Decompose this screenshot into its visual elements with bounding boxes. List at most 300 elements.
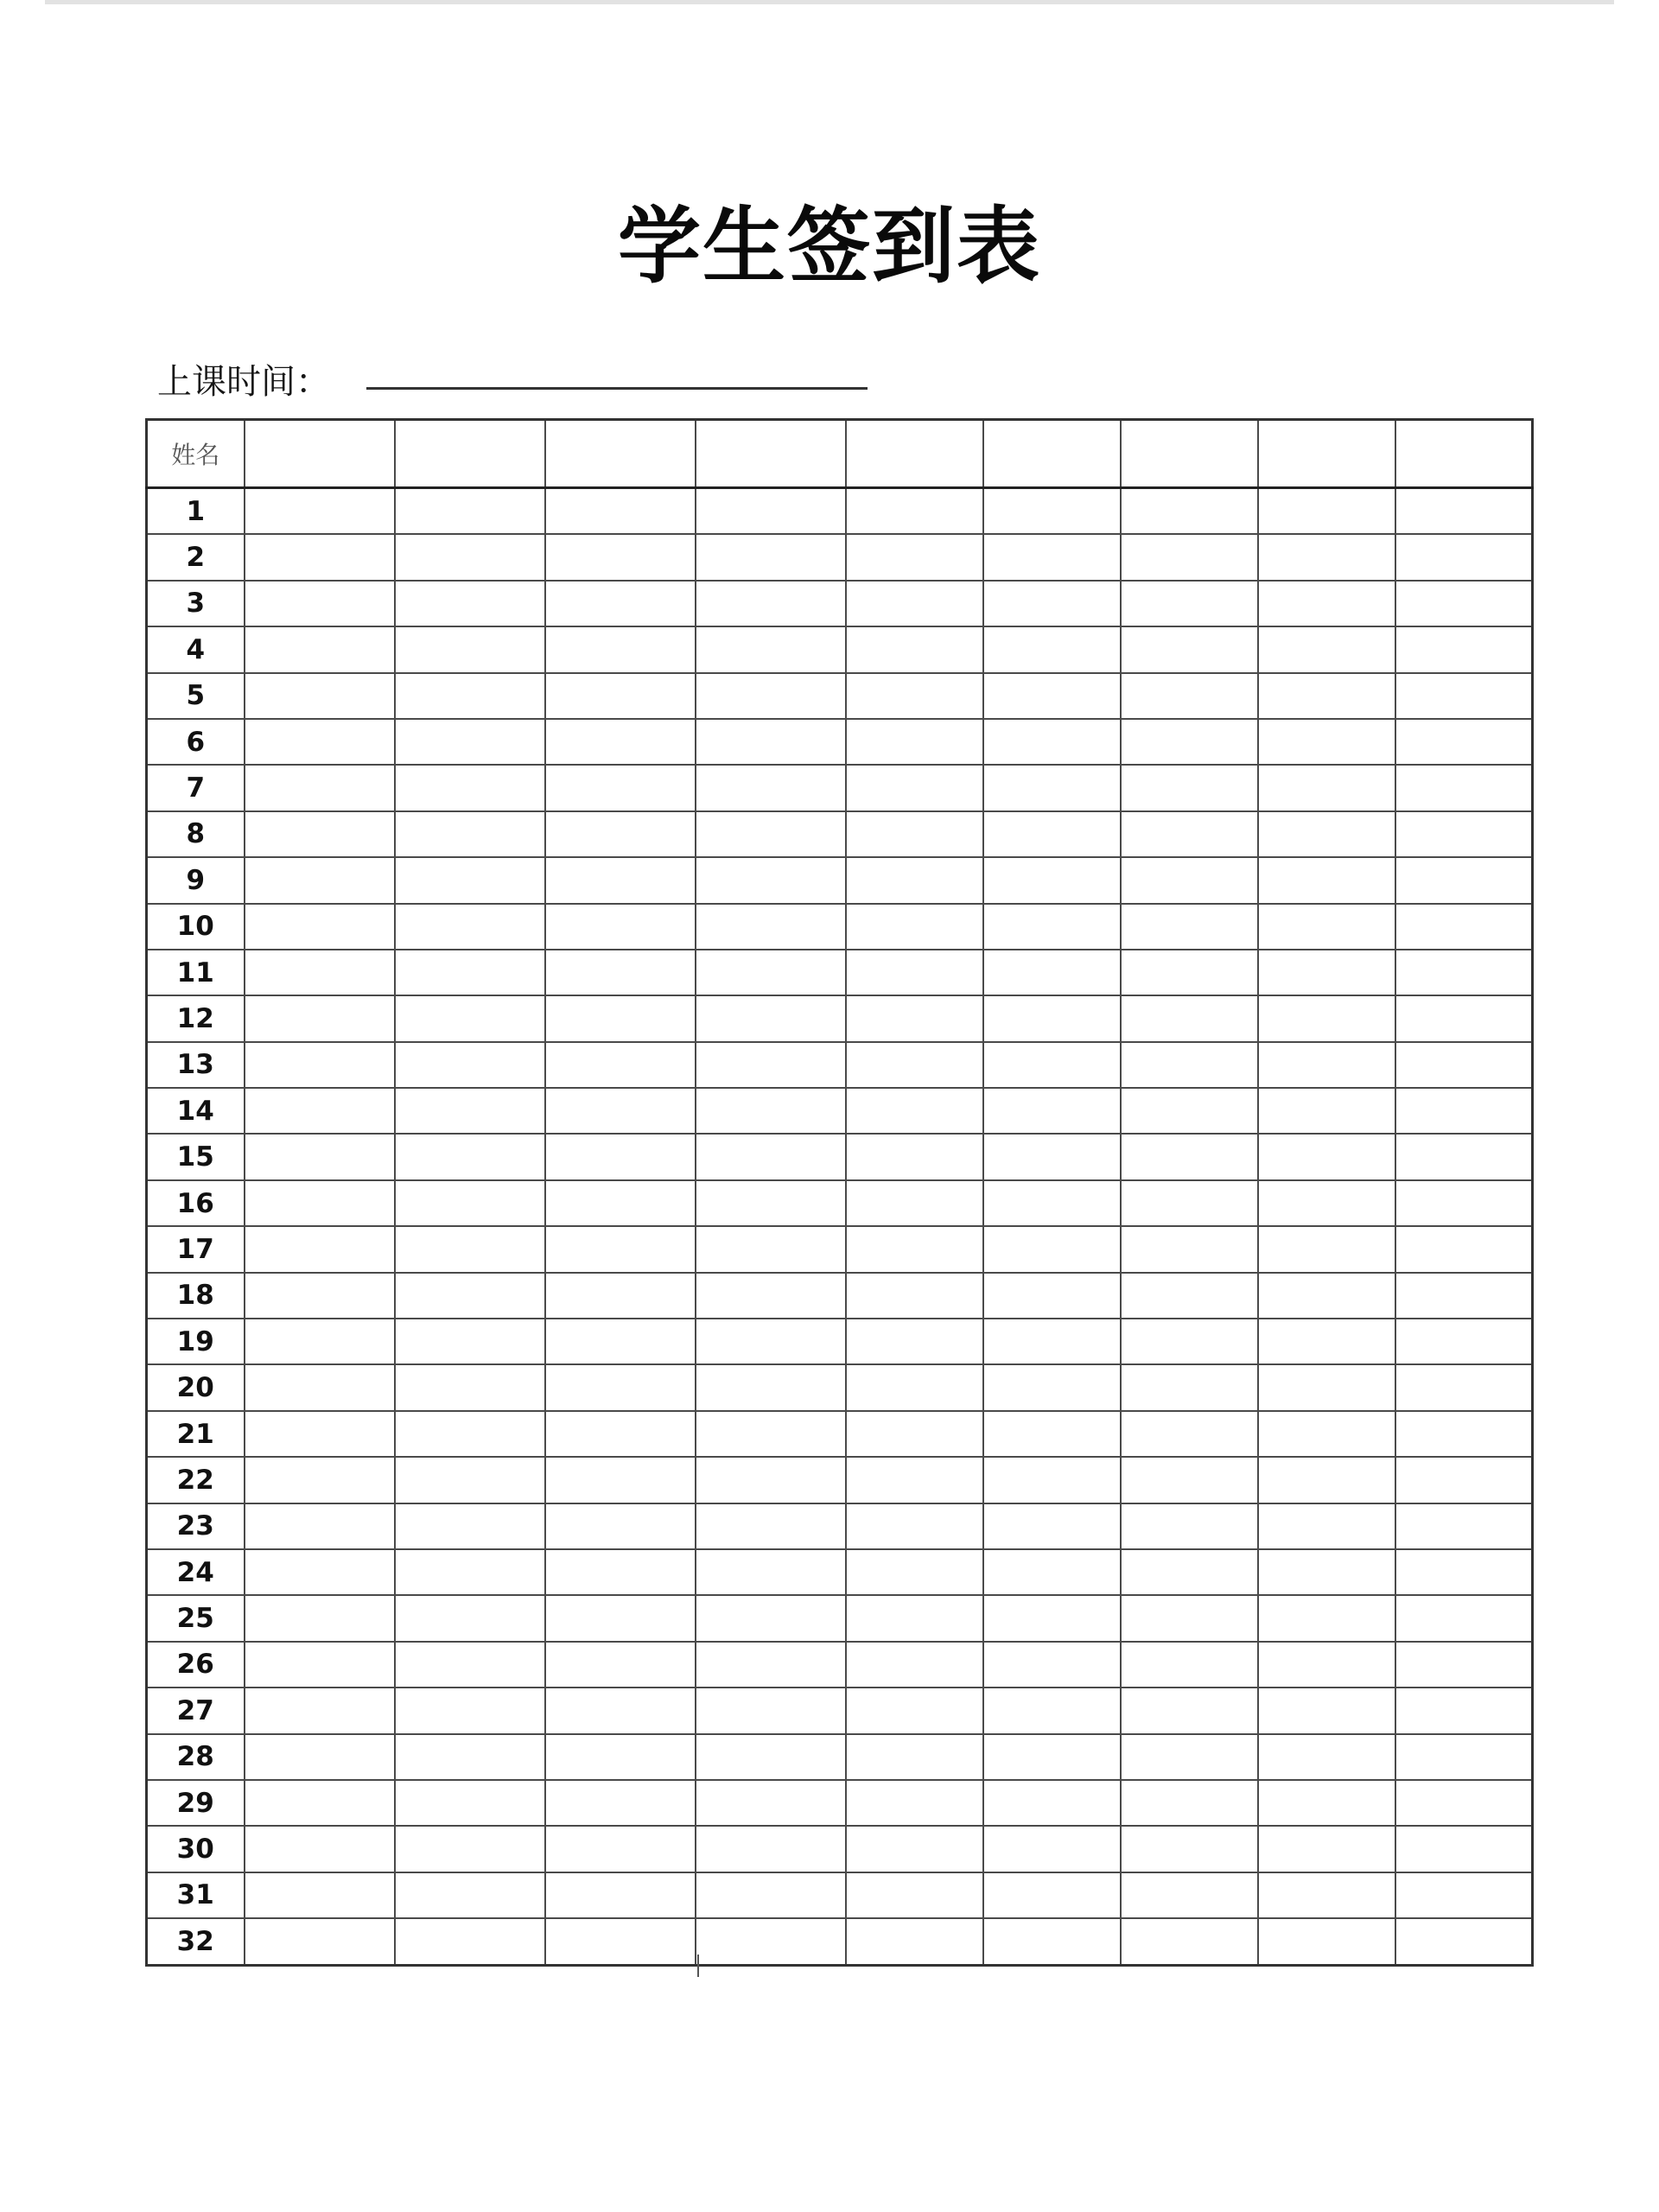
sign-in-cell[interactable] — [1395, 1503, 1533, 1549]
sign-in-cell[interactable] — [983, 811, 1121, 857]
sign-in-cell[interactable] — [545, 1734, 696, 1780]
sign-in-cell[interactable] — [983, 950, 1121, 995]
sign-in-cell[interactable] — [696, 904, 846, 950]
sign-in-cell[interactable] — [545, 626, 696, 672]
sign-in-cell[interactable] — [846, 904, 983, 950]
sign-in-cell[interactable] — [545, 1088, 696, 1134]
sign-in-cell[interactable] — [1395, 1180, 1533, 1226]
sign-in-cell[interactable] — [1258, 626, 1395, 672]
sign-in-cell[interactable] — [696, 1503, 846, 1549]
sign-in-cell[interactable] — [846, 1457, 983, 1503]
sign-in-cell[interactable] — [245, 1042, 395, 1088]
sign-in-cell[interactable] — [395, 1180, 545, 1226]
sign-in-cell[interactable] — [545, 1319, 696, 1364]
sign-in-cell[interactable] — [1258, 534, 1395, 580]
sign-in-cell[interactable] — [245, 1826, 395, 1872]
sign-in-cell[interactable] — [696, 1688, 846, 1733]
sign-in-cell[interactable] — [395, 1595, 545, 1641]
sign-in-cell[interactable] — [846, 1273, 983, 1319]
sign-in-cell[interactable] — [696, 534, 846, 580]
sign-in-cell[interactable] — [846, 626, 983, 672]
sign-in-cell[interactable] — [846, 1872, 983, 1918]
sign-in-cell[interactable] — [696, 1088, 846, 1134]
sign-in-cell[interactable] — [395, 1226, 545, 1272]
sign-in-cell[interactable] — [395, 1549, 545, 1595]
sign-in-cell[interactable] — [1395, 1457, 1533, 1503]
sign-in-cell[interactable] — [245, 1734, 395, 1780]
sign-in-cell[interactable] — [545, 1226, 696, 1272]
sign-in-cell[interactable] — [983, 1872, 1121, 1918]
sign-in-cell[interactable] — [846, 1226, 983, 1272]
sign-in-cell[interactable] — [846, 1734, 983, 1780]
sign-in-cell[interactable] — [846, 1688, 983, 1733]
sign-in-cell[interactable] — [846, 488, 983, 535]
sign-in-cell[interactable] — [846, 1595, 983, 1641]
sign-in-cell[interactable] — [395, 1088, 545, 1134]
sign-in-cell[interactable] — [696, 1134, 846, 1179]
sign-in-cell[interactable] — [1258, 1826, 1395, 1872]
sign-in-cell[interactable] — [1395, 904, 1533, 950]
sign-in-cell[interactable] — [395, 904, 545, 950]
sign-in-cell[interactable] — [846, 1503, 983, 1549]
sign-in-cell[interactable] — [696, 673, 846, 719]
sign-in-cell[interactable] — [1395, 1273, 1533, 1319]
sign-in-cell[interactable] — [1258, 581, 1395, 626]
sign-in-cell[interactable] — [395, 857, 545, 903]
sign-in-cell[interactable] — [846, 1826, 983, 1872]
sign-in-cell[interactable] — [245, 1642, 395, 1688]
sign-in-cell[interactable] — [545, 719, 696, 765]
sign-in-cell[interactable] — [1121, 1088, 1258, 1134]
sign-in-cell[interactable] — [1395, 1549, 1533, 1595]
sign-in-cell[interactable] — [545, 1042, 696, 1088]
sign-in-cell[interactable] — [545, 1180, 696, 1226]
sign-in-cell[interactable] — [395, 1273, 545, 1319]
sign-in-cell[interactable] — [846, 581, 983, 626]
sign-in-cell[interactable] — [696, 1180, 846, 1226]
sign-in-cell[interactable] — [983, 1595, 1121, 1641]
sign-in-cell[interactable] — [1121, 1918, 1258, 1965]
sign-in-cell[interactable] — [696, 811, 846, 857]
sign-in-cell[interactable] — [545, 995, 696, 1041]
sign-in-cell[interactable] — [1121, 1826, 1258, 1872]
sign-in-cell[interactable] — [395, 1319, 545, 1364]
sign-in-cell[interactable] — [983, 1411, 1121, 1457]
sign-in-cell[interactable] — [245, 626, 395, 672]
sign-in-cell[interactable] — [983, 1180, 1121, 1226]
sign-in-cell[interactable] — [983, 1364, 1121, 1410]
sign-in-cell[interactable] — [1121, 1134, 1258, 1179]
sign-in-cell[interactable] — [395, 950, 545, 995]
sign-in-cell[interactable] — [696, 581, 846, 626]
sign-in-cell[interactable] — [846, 1319, 983, 1364]
header-blank-cell[interactable] — [245, 420, 395, 488]
header-blank-cell[interactable] — [1121, 420, 1258, 488]
sign-in-cell[interactable] — [1395, 1826, 1533, 1872]
sign-in-cell[interactable] — [395, 1042, 545, 1088]
sign-in-cell[interactable] — [245, 995, 395, 1041]
sign-in-cell[interactable] — [395, 1826, 545, 1872]
sign-in-cell[interactable] — [1121, 1872, 1258, 1918]
sign-in-cell[interactable] — [1395, 1134, 1533, 1179]
sign-in-cell[interactable] — [1258, 1549, 1395, 1595]
sign-in-cell[interactable] — [545, 857, 696, 903]
sign-in-cell[interactable] — [983, 995, 1121, 1041]
sign-in-cell[interactable] — [545, 1457, 696, 1503]
sign-in-cell[interactable] — [983, 534, 1121, 580]
sign-in-cell[interactable] — [983, 581, 1121, 626]
sign-in-cell[interactable] — [1121, 1688, 1258, 1733]
sign-in-cell[interactable] — [395, 1872, 545, 1918]
sign-in-cell[interactable] — [395, 995, 545, 1041]
sign-in-cell[interactable] — [545, 1364, 696, 1410]
header-blank-cell[interactable] — [846, 420, 983, 488]
sign-in-cell[interactable] — [1395, 995, 1533, 1041]
sign-in-cell[interactable] — [846, 719, 983, 765]
sign-in-cell[interactable] — [1395, 1226, 1533, 1272]
sign-in-cell[interactable] — [1258, 1595, 1395, 1641]
row-number-cell — [147, 950, 245, 995]
sign-in-cell[interactable] — [545, 1549, 696, 1595]
sign-in-cell[interactable] — [545, 765, 696, 810]
sign-in-cell[interactable] — [983, 1319, 1121, 1364]
sign-in-cell[interactable] — [245, 534, 395, 580]
sign-in-cell[interactable] — [1258, 1088, 1395, 1134]
sign-in-cell[interactable] — [545, 1273, 696, 1319]
sign-in-cell[interactable] — [983, 673, 1121, 719]
sign-in-cell[interactable] — [846, 811, 983, 857]
sign-in-cell[interactable] — [983, 1688, 1121, 1733]
sign-in-cell[interactable] — [696, 1411, 846, 1457]
sign-in-cell[interactable] — [1395, 1642, 1533, 1688]
sign-in-cell[interactable] — [1395, 1734, 1533, 1780]
sign-in-cell[interactable] — [846, 950, 983, 995]
sign-in-cell[interactable] — [395, 1503, 545, 1549]
sign-in-cell[interactable] — [545, 950, 696, 995]
sign-in-cell[interactable] — [983, 488, 1121, 535]
sign-in-cell[interactable] — [696, 1642, 846, 1688]
sign-in-cell[interactable] — [1395, 950, 1533, 995]
sign-in-cell[interactable] — [1395, 534, 1533, 580]
sign-in-cell[interactable] — [1258, 811, 1395, 857]
sign-in-cell[interactable] — [1395, 1595, 1533, 1641]
sign-in-cell[interactable] — [395, 1688, 545, 1733]
sign-in-cell[interactable] — [395, 765, 545, 810]
sign-in-cell[interactable] — [983, 857, 1121, 903]
sign-in-cell[interactable] — [696, 765, 846, 810]
sign-in-cell[interactable] — [245, 673, 395, 719]
sign-in-cell[interactable] — [1121, 1042, 1258, 1088]
sign-in-cell[interactable] — [1395, 765, 1533, 810]
sign-in-cell[interactable] — [696, 950, 846, 995]
sign-in-cell[interactable] — [1258, 488, 1395, 535]
sign-in-cell[interactable] — [846, 1918, 983, 1965]
sign-in-cell[interactable] — [1258, 1872, 1395, 1918]
sign-in-cell[interactable] — [983, 1134, 1121, 1179]
sign-in-cell[interactable] — [245, 1688, 395, 1733]
class-time-field[interactable] — [366, 387, 868, 390]
sign-in-cell[interactable] — [696, 995, 846, 1041]
sign-in-cell[interactable] — [1121, 1549, 1258, 1595]
sign-in-cell[interactable] — [1395, 581, 1533, 626]
sign-in-cell[interactable] — [1395, 1411, 1533, 1457]
sign-in-cell[interactable] — [245, 719, 395, 765]
sign-in-cell[interactable] — [983, 1503, 1121, 1549]
sign-in-cell[interactable] — [1121, 1364, 1258, 1410]
sign-in-cell[interactable] — [245, 488, 395, 535]
sign-in-cell[interactable] — [846, 1042, 983, 1088]
header-blank-cell[interactable] — [983, 420, 1121, 488]
sign-in-cell[interactable] — [696, 1273, 846, 1319]
sign-in-cell[interactable] — [1395, 488, 1533, 535]
sign-in-cell[interactable] — [983, 1642, 1121, 1688]
sign-in-cell[interactable] — [245, 1457, 395, 1503]
sign-in-cell[interactable] — [395, 534, 545, 580]
sign-in-cell[interactable] — [1121, 488, 1258, 535]
sign-in-cell[interactable] — [1395, 626, 1533, 672]
sign-in-cell[interactable] — [1258, 1042, 1395, 1088]
sign-in-cell[interactable] — [1395, 1918, 1533, 1965]
sign-in-cell[interactable] — [1395, 811, 1533, 857]
sign-in-cell[interactable] — [1121, 857, 1258, 903]
sign-in-cell[interactable] — [1121, 1319, 1258, 1364]
sign-in-cell[interactable] — [983, 1088, 1121, 1134]
sign-in-cell[interactable] — [1121, 1503, 1258, 1549]
header-blank-cell[interactable] — [696, 420, 846, 488]
sign-in-cell[interactable] — [846, 1642, 983, 1688]
sign-in-cell[interactable] — [245, 581, 395, 626]
sign-in-cell[interactable] — [1121, 1642, 1258, 1688]
sign-in-cell[interactable] — [245, 811, 395, 857]
sign-in-cell[interactable] — [1258, 995, 1395, 1041]
sign-in-cell[interactable] — [1258, 1226, 1395, 1272]
sign-in-cell[interactable] — [545, 581, 696, 626]
sign-in-cell[interactable] — [1258, 1364, 1395, 1410]
sign-in-cell[interactable] — [395, 1734, 545, 1780]
sign-in-cell[interactable] — [846, 1780, 983, 1826]
sign-in-cell[interactable] — [696, 1457, 846, 1503]
sign-in-cell[interactable] — [545, 1411, 696, 1457]
sign-in-cell[interactable] — [696, 1364, 846, 1410]
sign-in-cell[interactable] — [545, 1134, 696, 1179]
sign-in-cell[interactable] — [1258, 1780, 1395, 1826]
sign-in-cell[interactable] — [983, 1918, 1121, 1965]
sign-in-cell[interactable] — [1121, 1734, 1258, 1780]
sign-in-cell[interactable] — [245, 765, 395, 810]
sign-in-cell[interactable] — [245, 857, 395, 903]
sign-in-cell[interactable] — [245, 904, 395, 950]
sign-in-cell[interactable] — [983, 719, 1121, 765]
sign-in-cell[interactable] — [395, 488, 545, 535]
sign-in-cell[interactable] — [1121, 719, 1258, 765]
sign-in-cell[interactable] — [245, 1595, 395, 1641]
sign-in-cell[interactable] — [696, 1780, 846, 1826]
sign-in-cell[interactable] — [696, 1319, 846, 1364]
sign-in-cell[interactable] — [846, 1411, 983, 1457]
sign-in-cell[interactable] — [245, 1319, 395, 1364]
sign-in-cell[interactable] — [1258, 1457, 1395, 1503]
sign-in-cell[interactable] — [696, 626, 846, 672]
sign-in-cell[interactable] — [245, 1411, 395, 1457]
sign-in-cell[interactable] — [245, 1180, 395, 1226]
sign-in-cell[interactable] — [1395, 673, 1533, 719]
sign-in-cell[interactable] — [395, 581, 545, 626]
sign-in-cell[interactable] — [696, 1734, 846, 1780]
sign-in-cell[interactable] — [696, 1918, 846, 1965]
sign-in-cell[interactable] — [846, 534, 983, 580]
sign-in-cell[interactable] — [545, 1780, 696, 1826]
sign-in-cell[interactable] — [395, 626, 545, 672]
sign-in-cell[interactable] — [696, 488, 846, 535]
sign-in-cell[interactable] — [1395, 1319, 1533, 1364]
sign-in-cell[interactable] — [1121, 1780, 1258, 1826]
sign-in-cell[interactable] — [1258, 1319, 1395, 1364]
sign-in-cell[interactable] — [1121, 581, 1258, 626]
sign-in-cell[interactable] — [983, 1826, 1121, 1872]
sign-in-cell[interactable] — [983, 626, 1121, 672]
sign-in-cell[interactable] — [395, 1364, 545, 1410]
sign-in-cell[interactable] — [395, 1918, 545, 1965]
sign-in-cell[interactable] — [245, 1549, 395, 1595]
sign-in-cell[interactable] — [1121, 673, 1258, 719]
sign-in-cell[interactable] — [395, 673, 545, 719]
sign-in-cell[interactable] — [545, 534, 696, 580]
sign-in-cell[interactable] — [846, 765, 983, 810]
sign-in-cell[interactable] — [846, 1180, 983, 1226]
sign-in-cell[interactable] — [245, 1364, 395, 1410]
sign-in-cell[interactable] — [1121, 534, 1258, 580]
sign-in-cell[interactable] — [983, 765, 1121, 810]
header-blank-cell[interactable] — [395, 420, 545, 488]
sign-in-cell[interactable] — [245, 1088, 395, 1134]
sign-in-cell[interactable] — [696, 719, 846, 765]
sign-in-cell[interactable] — [545, 1688, 696, 1733]
sign-in-cell[interactable] — [1121, 1180, 1258, 1226]
sign-in-cell[interactable] — [1395, 1364, 1533, 1410]
sign-in-cell[interactable] — [1258, 1180, 1395, 1226]
sign-in-cell[interactable] — [245, 1918, 395, 1965]
sign-in-cell[interactable] — [1395, 1042, 1533, 1088]
sign-in-cell[interactable] — [1121, 950, 1258, 995]
table-row — [147, 534, 1533, 580]
sign-in-cell[interactable] — [1121, 1273, 1258, 1319]
sign-in-cell[interactable] — [395, 1134, 545, 1179]
sign-in-cell[interactable] — [1395, 1088, 1533, 1134]
sign-in-cell[interactable] — [983, 1549, 1121, 1595]
sign-in-cell[interactable] — [245, 1226, 395, 1272]
sign-in-cell[interactable] — [1258, 904, 1395, 950]
sign-in-cell[interactable] — [1395, 1688, 1533, 1733]
sign-in-cell[interactable] — [1258, 1411, 1395, 1457]
sign-in-cell[interactable] — [245, 1503, 395, 1549]
sign-in-cell[interactable] — [846, 1364, 983, 1410]
sign-in-cell[interactable] — [1258, 1503, 1395, 1549]
sign-in-cell[interactable] — [1258, 1734, 1395, 1780]
sign-in-cell[interactable] — [696, 1042, 846, 1088]
sign-in-cell[interactable] — [395, 1780, 545, 1826]
sign-in-cell[interactable] — [245, 1134, 395, 1179]
sign-in-cell[interactable] — [245, 1273, 395, 1319]
sign-in-cell[interactable] — [395, 719, 545, 765]
sign-in-cell[interactable] — [983, 1734, 1121, 1780]
sign-in-cell[interactable] — [545, 1872, 696, 1918]
sign-in-cell[interactable] — [1121, 995, 1258, 1041]
sign-in-cell[interactable] — [1395, 857, 1533, 903]
sign-in-cell[interactable] — [1258, 719, 1395, 765]
sign-in-cell[interactable] — [696, 1872, 846, 1918]
sign-in-cell[interactable] — [846, 1549, 983, 1595]
sign-in-cell[interactable] — [1121, 904, 1258, 950]
sign-in-cell[interactable] — [545, 1503, 696, 1549]
sign-in-cell[interactable] — [545, 488, 696, 535]
sign-in-cell[interactable] — [395, 1642, 545, 1688]
sign-in-cell[interactable] — [1258, 1273, 1395, 1319]
sign-in-cell[interactable] — [1258, 1134, 1395, 1179]
sign-in-cell[interactable] — [545, 1826, 696, 1872]
sign-in-cell[interactable] — [545, 811, 696, 857]
sign-in-cell[interactable] — [395, 1457, 545, 1503]
sign-in-cell[interactable] — [846, 857, 983, 903]
sign-in-cell[interactable] — [545, 904, 696, 950]
header-blank-cell[interactable] — [1395, 420, 1533, 488]
sign-in-cell[interactable] — [696, 1549, 846, 1595]
sign-in-cell[interactable] — [983, 1780, 1121, 1826]
sign-in-cell[interactable] — [245, 1872, 395, 1918]
sign-in-cell[interactable] — [245, 1780, 395, 1826]
sign-in-cell[interactable] — [846, 1088, 983, 1134]
sign-in-cell[interactable] — [846, 995, 983, 1041]
sign-in-cell[interactable] — [846, 673, 983, 719]
sign-in-cell[interactable] — [696, 1226, 846, 1272]
sign-in-cell[interactable] — [1121, 1411, 1258, 1457]
sign-in-cell[interactable] — [1258, 950, 1395, 995]
sign-in-cell[interactable] — [1395, 1872, 1533, 1918]
sign-in-cell[interactable] — [1121, 1595, 1258, 1641]
sign-in-cell[interactable] — [1121, 626, 1258, 672]
sign-in-cell[interactable] — [1121, 765, 1258, 810]
sign-in-cell[interactable] — [1258, 1642, 1395, 1688]
sign-in-cell[interactable] — [545, 673, 696, 719]
sign-in-cell[interactable] — [1395, 719, 1533, 765]
sign-in-cell[interactable] — [1258, 1688, 1395, 1733]
sign-in-cell[interactable] — [395, 1411, 545, 1457]
sign-in-cell[interactable] — [1258, 1918, 1395, 1965]
header-blank-cell[interactable] — [545, 420, 696, 488]
sign-in-cell[interactable] — [1121, 811, 1258, 857]
sign-in-cell[interactable] — [983, 1273, 1121, 1319]
sign-in-cell[interactable] — [1121, 1457, 1258, 1503]
sign-in-cell[interactable] — [1258, 857, 1395, 903]
sign-in-cell[interactable] — [983, 1226, 1121, 1272]
sign-in-cell[interactable] — [545, 1642, 696, 1688]
sign-in-cell[interactable] — [1258, 673, 1395, 719]
sign-in-cell[interactable] — [245, 950, 395, 995]
sign-in-cell[interactable] — [846, 1134, 983, 1179]
sign-in-cell[interactable] — [1258, 765, 1395, 810]
sign-in-cell[interactable] — [983, 904, 1121, 950]
sign-in-cell[interactable] — [1395, 1780, 1533, 1826]
sign-in-cell[interactable] — [696, 857, 846, 903]
sign-in-cell[interactable] — [983, 1457, 1121, 1503]
sign-in-cell[interactable] — [545, 1918, 696, 1965]
sign-in-cell[interactable] — [545, 1595, 696, 1641]
sign-in-cell[interactable] — [696, 1595, 846, 1641]
sign-in-cell[interactable] — [696, 1826, 846, 1872]
sign-in-cell[interactable] — [395, 811, 545, 857]
sign-in-cell[interactable] — [1121, 1226, 1258, 1272]
sign-in-cell[interactable] — [983, 1042, 1121, 1088]
header-blank-cell[interactable] — [1258, 420, 1395, 488]
